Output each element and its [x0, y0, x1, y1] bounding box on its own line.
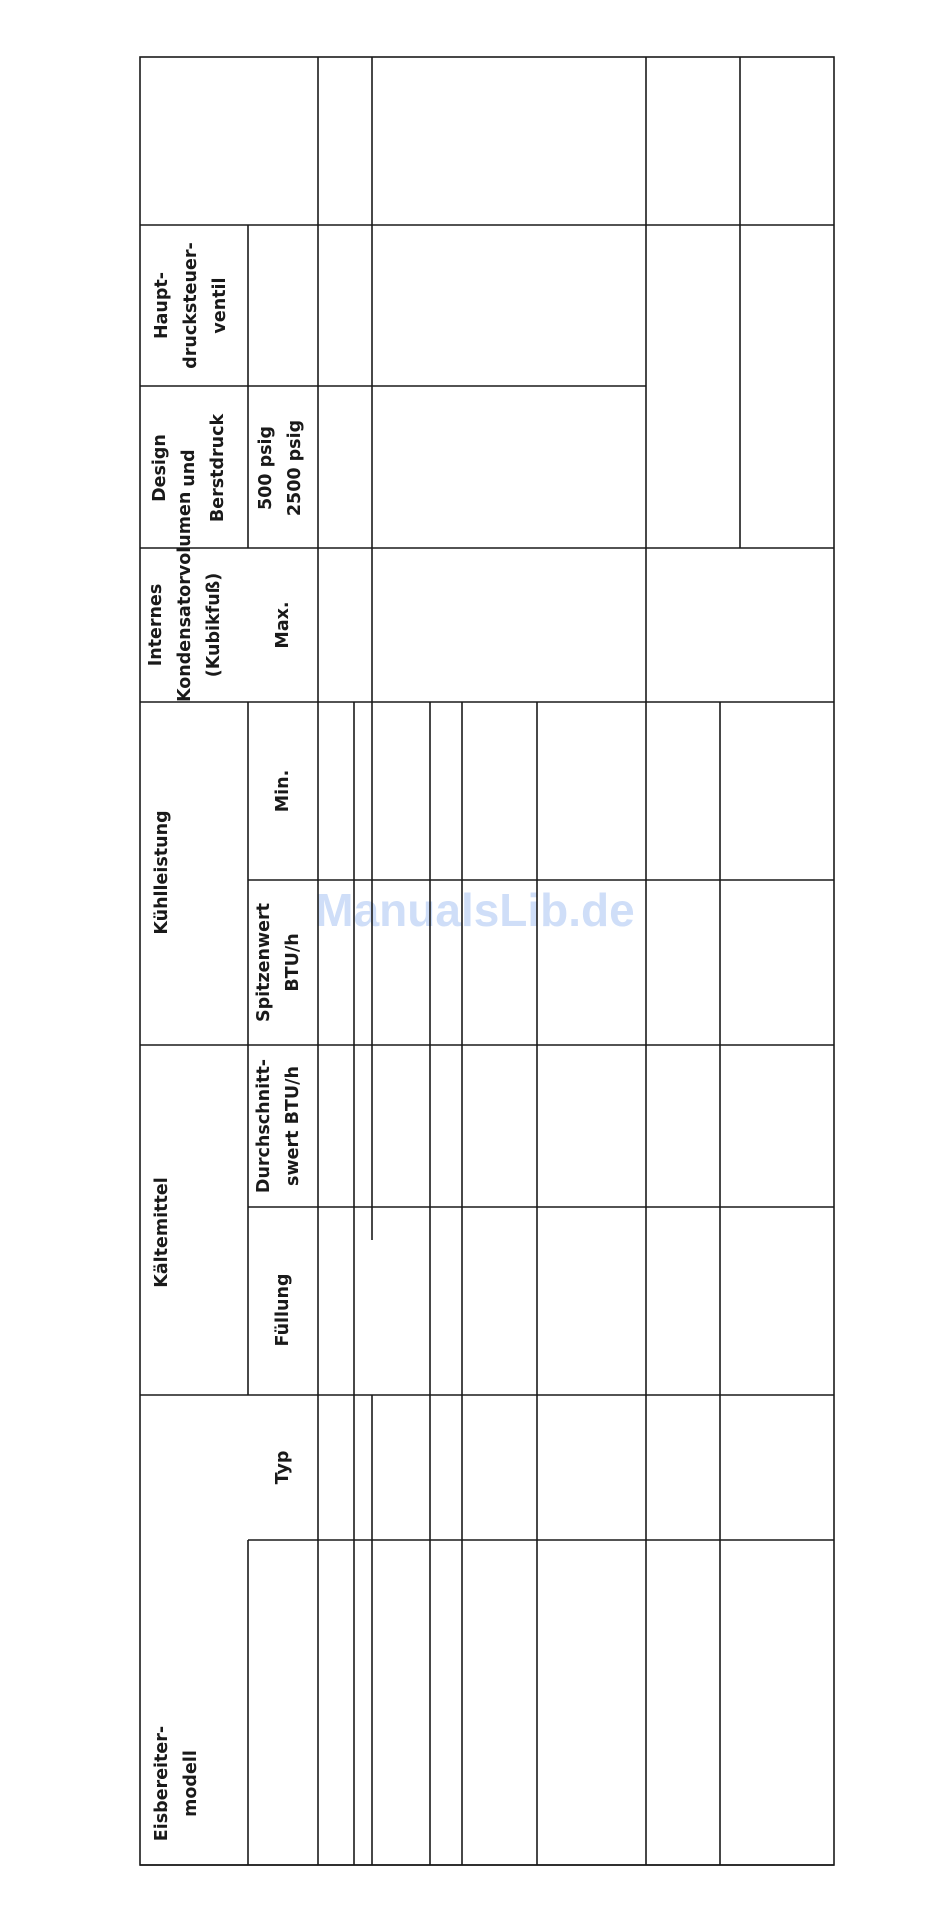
header-model-cell: Eisbereiter- modell — [152, 1725, 201, 1842]
header-max-cell: Max. — [273, 601, 293, 649]
header-cooling-cell: Kühlleistung — [152, 810, 172, 935]
header-valve-cell: Haupt- drucksteuer- ventil — [152, 242, 230, 369]
header-peak-cell: Spitzenwert BTU/h — [254, 902, 303, 1023]
header-charge-cell: Füllung — [273, 1273, 293, 1347]
watermark: ManualsLib.de — [315, 884, 635, 936]
header-volume-cell: Internes Kondensatorvolumen (Kubikfuß) — [146, 491, 224, 702]
header-design-values: 500 psig 2500 psig — [256, 419, 305, 517]
header-min-cell: Min. — [273, 769, 293, 813]
header-avg-cell: Durchschnitt- swert BTU/h — [254, 1058, 303, 1194]
header-type-cell: Typ — [273, 1450, 293, 1485]
table-grid — [140, 57, 834, 1865]
header-refrigerant-cell: Kältemittel — [152, 1177, 172, 1288]
header-design-cell: Design und Berstdruck — [150, 413, 228, 523]
